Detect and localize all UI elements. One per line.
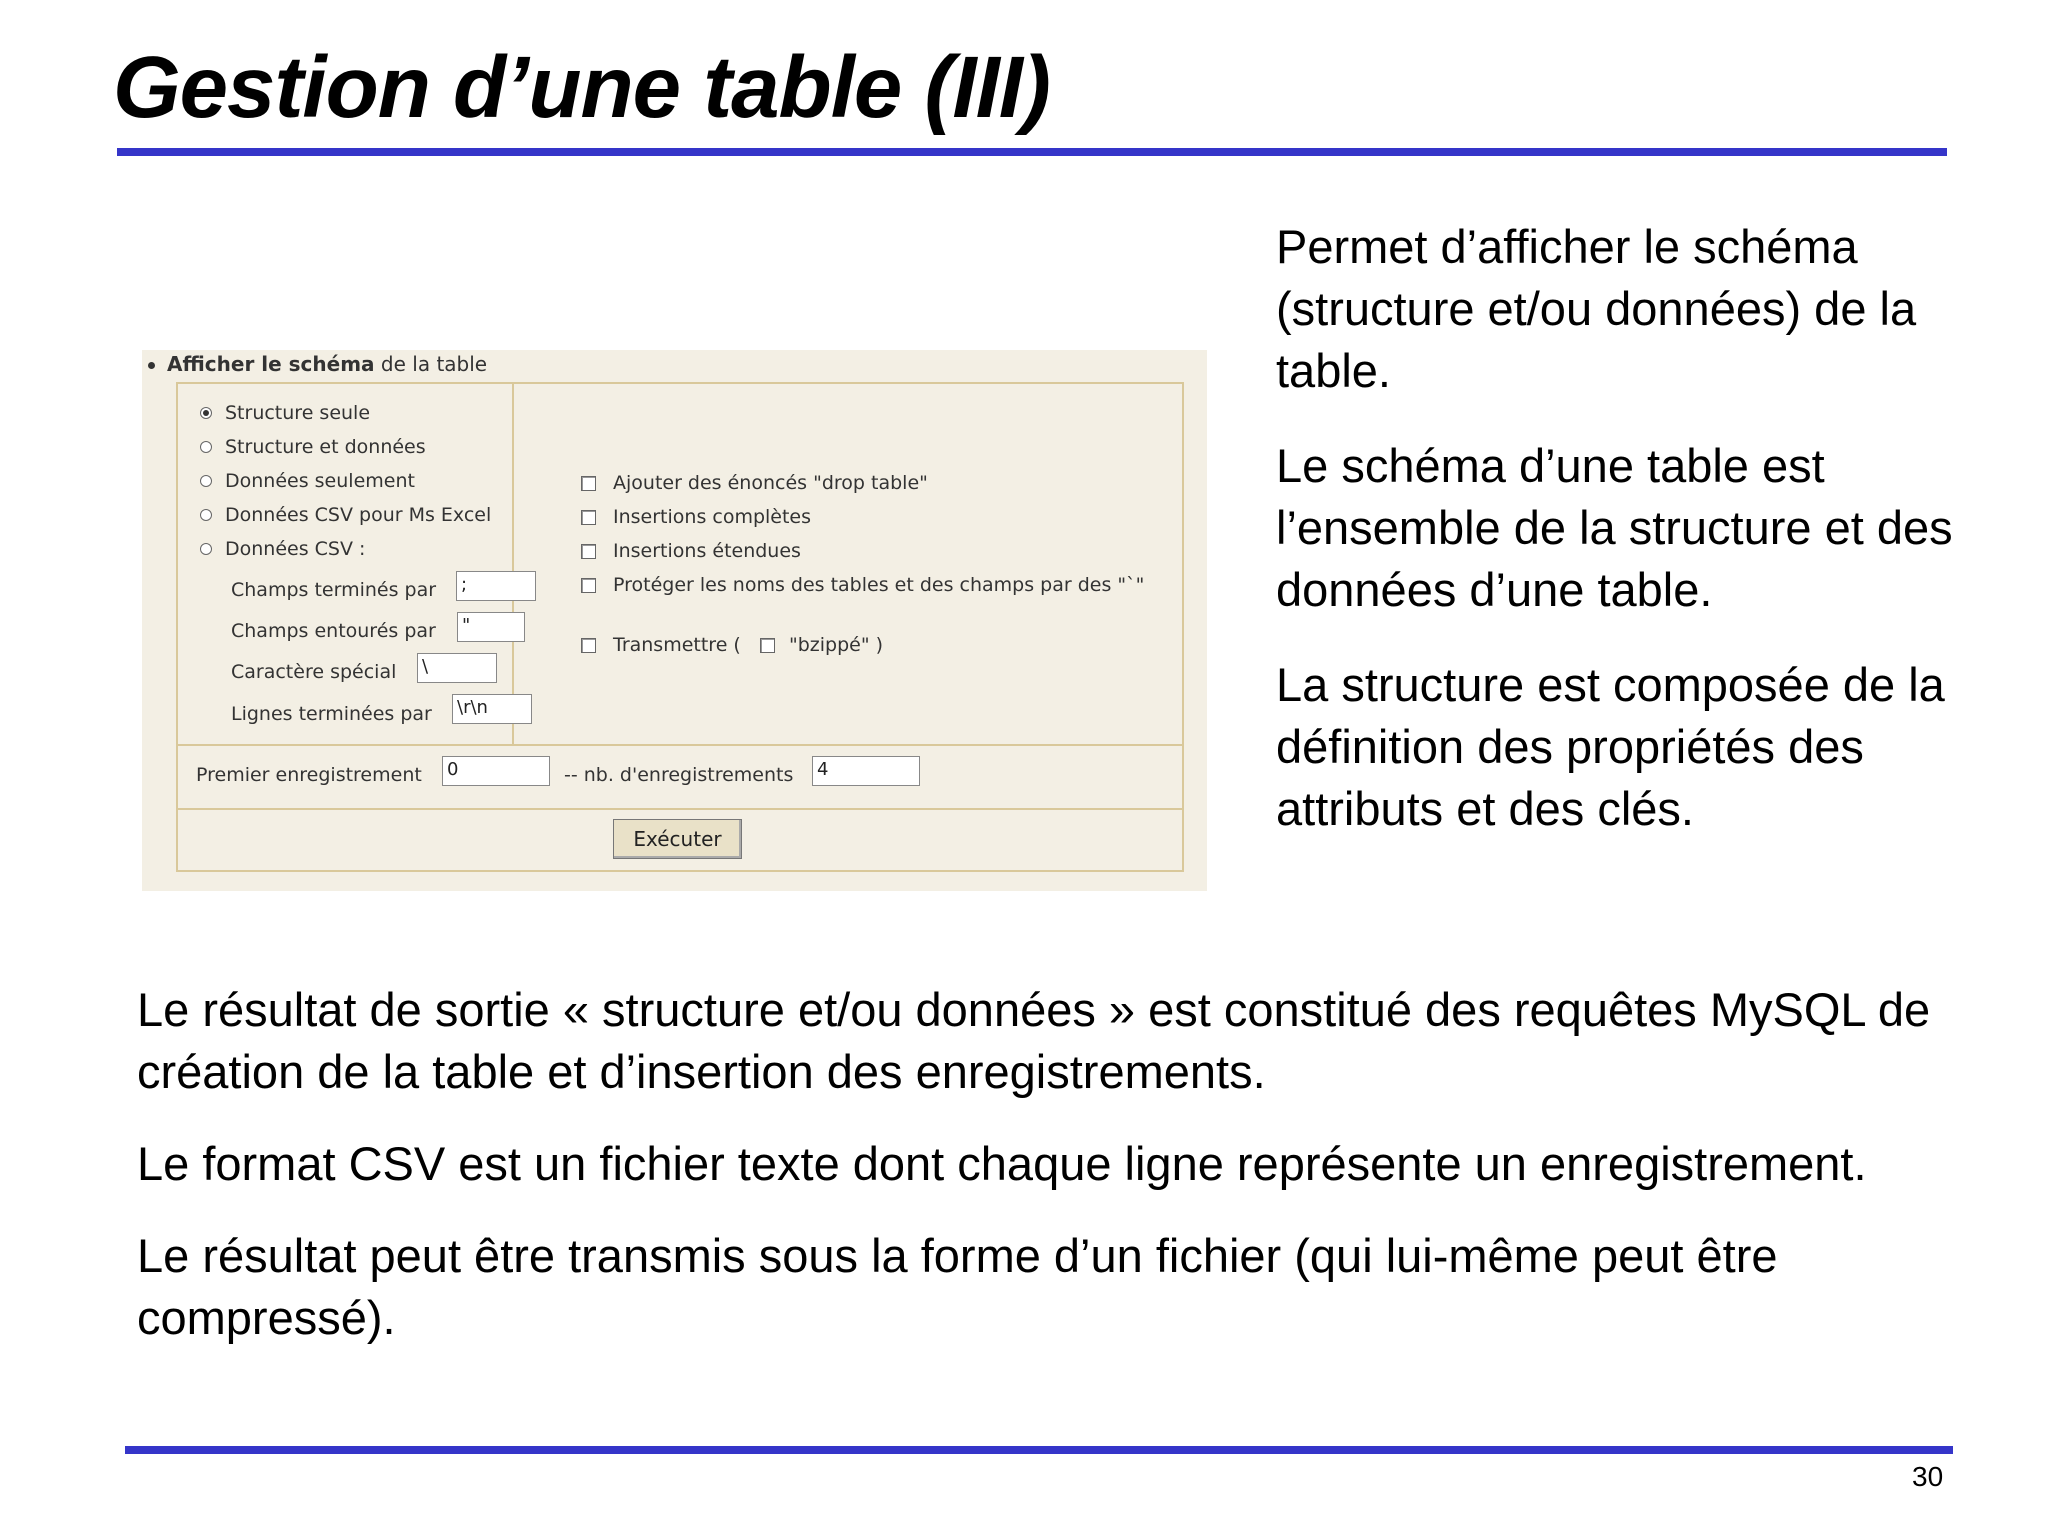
radio-label: Données seulement [225, 470, 415, 492]
title-underline [117, 148, 1947, 156]
checkbox-icon[interactable] [581, 476, 596, 491]
radio-structure-seule[interactable] [200, 402, 370, 424]
execute-button[interactable]: Exécuter [613, 819, 742, 859]
checkbox-icon[interactable] [581, 544, 596, 559]
first-record-label: Premier enregistrement [196, 764, 422, 786]
lines-terminated-input[interactable]: \r\n [452, 694, 532, 724]
radio-donnees-csv-excel[interactable] [200, 504, 491, 526]
frame-vertical-divider [512, 382, 514, 744]
body-text [137, 979, 1957, 1379]
checkbox-insertions-completes[interactable] [581, 506, 811, 528]
bullet-icon [148, 362, 155, 369]
radio-button-icon[interactable] [200, 509, 212, 521]
page-number: 30 [1912, 1461, 1944, 1492]
csv-field-label: Lignes terminées par [231, 703, 432, 725]
checkbox-proteger-noms[interactable] [581, 574, 1144, 596]
csv-field-label: Champs terminés par [231, 579, 437, 601]
checkbox-label: Transmettre ( [613, 634, 741, 656]
checkbox-label: Ajouter des énoncés "drop table" [613, 472, 928, 494]
checkbox-icon[interactable] [760, 638, 775, 653]
radio-button-icon[interactable] [200, 543, 212, 555]
record-count-label: -- nb. d'enregistrements [564, 764, 794, 786]
panel-heading-bold: Afficher le schéma [167, 352, 375, 376]
radio-label: Données CSV : [225, 538, 366, 560]
checkbox-label: Insertions étendues [613, 540, 801, 562]
radio-structure-et-donnees[interactable] [200, 436, 426, 458]
body-paragraph: Le format CSV est un fichier texte dont chaque ligne représente un enregistrement. [137, 1137, 1867, 1190]
frame-divider-1 [178, 744, 1182, 746]
radio-button-icon[interactable] [200, 441, 212, 453]
checkbox-drop-table[interactable] [581, 472, 928, 494]
footer-rule [125, 1446, 1953, 1454]
checkbox-transmettre[interactable] [581, 634, 741, 656]
panel-heading-rest: de la table [374, 352, 488, 376]
checkbox-bzip[interactable] [760, 634, 883, 656]
side-paragraph: La structure est composée de la définition des propriétés des attributs et des clés. [1276, 658, 1945, 835]
radio-button-icon[interactable] [200, 475, 212, 487]
csv-field-label: Caractère spécial [231, 661, 397, 683]
radio-donnees-csv[interactable] [200, 538, 365, 560]
fields-terminated-input[interactable]: ; [456, 571, 536, 601]
fields-enclosed-input[interactable]: " [457, 612, 525, 642]
radio-label: Données CSV pour Ms Excel [225, 504, 492, 526]
frame-divider-2 [178, 808, 1182, 810]
slide-title: Gestion d’une table (III) [113, 39, 1050, 136]
side-text [1276, 216, 1976, 873]
radio-label: Structure et données [225, 436, 426, 458]
export-panel [142, 350, 1207, 891]
checkbox-label: "bzippé" ) [789, 634, 884, 656]
radio-donnees-seulement[interactable] [200, 470, 415, 492]
radio-label: Structure seule [225, 402, 371, 424]
escape-char-input[interactable]: \ [417, 653, 497, 683]
checkbox-icon[interactable] [581, 510, 596, 525]
side-paragraph: Le schéma d’une table est l’ensemble de la structure et des données d’une table. [1276, 439, 1953, 616]
record-count-input[interactable]: 4 [812, 756, 920, 786]
checkbox-icon[interactable] [581, 638, 596, 653]
side-paragraph: Permet d’afficher le schéma (structure et/ou données) de la table. [1276, 220, 1917, 397]
checkbox-label: Insertions complètes [613, 506, 812, 528]
body-paragraph: Le résultat de sortie « structure et/ou données » est constitué des requêtes MySQL de création de la table et d’insertion des enregistrements. [137, 983, 1931, 1098]
checkbox-icon[interactable] [581, 578, 596, 593]
csv-field-label: Champs entourés par [231, 620, 436, 642]
body-paragraph: Le résultat peut être transmis sous la forme d’un fichier (qui lui-même peut être compressé). [137, 1229, 1778, 1344]
checkbox-label: Protéger les noms des tables et des champs par des "`" [613, 574, 1145, 596]
radio-button-icon[interactable] [200, 407, 212, 419]
checkbox-insertions-etendues[interactable] [581, 540, 801, 562]
panel-heading [148, 352, 487, 376]
first-record-input[interactable]: 0 [442, 756, 550, 786]
